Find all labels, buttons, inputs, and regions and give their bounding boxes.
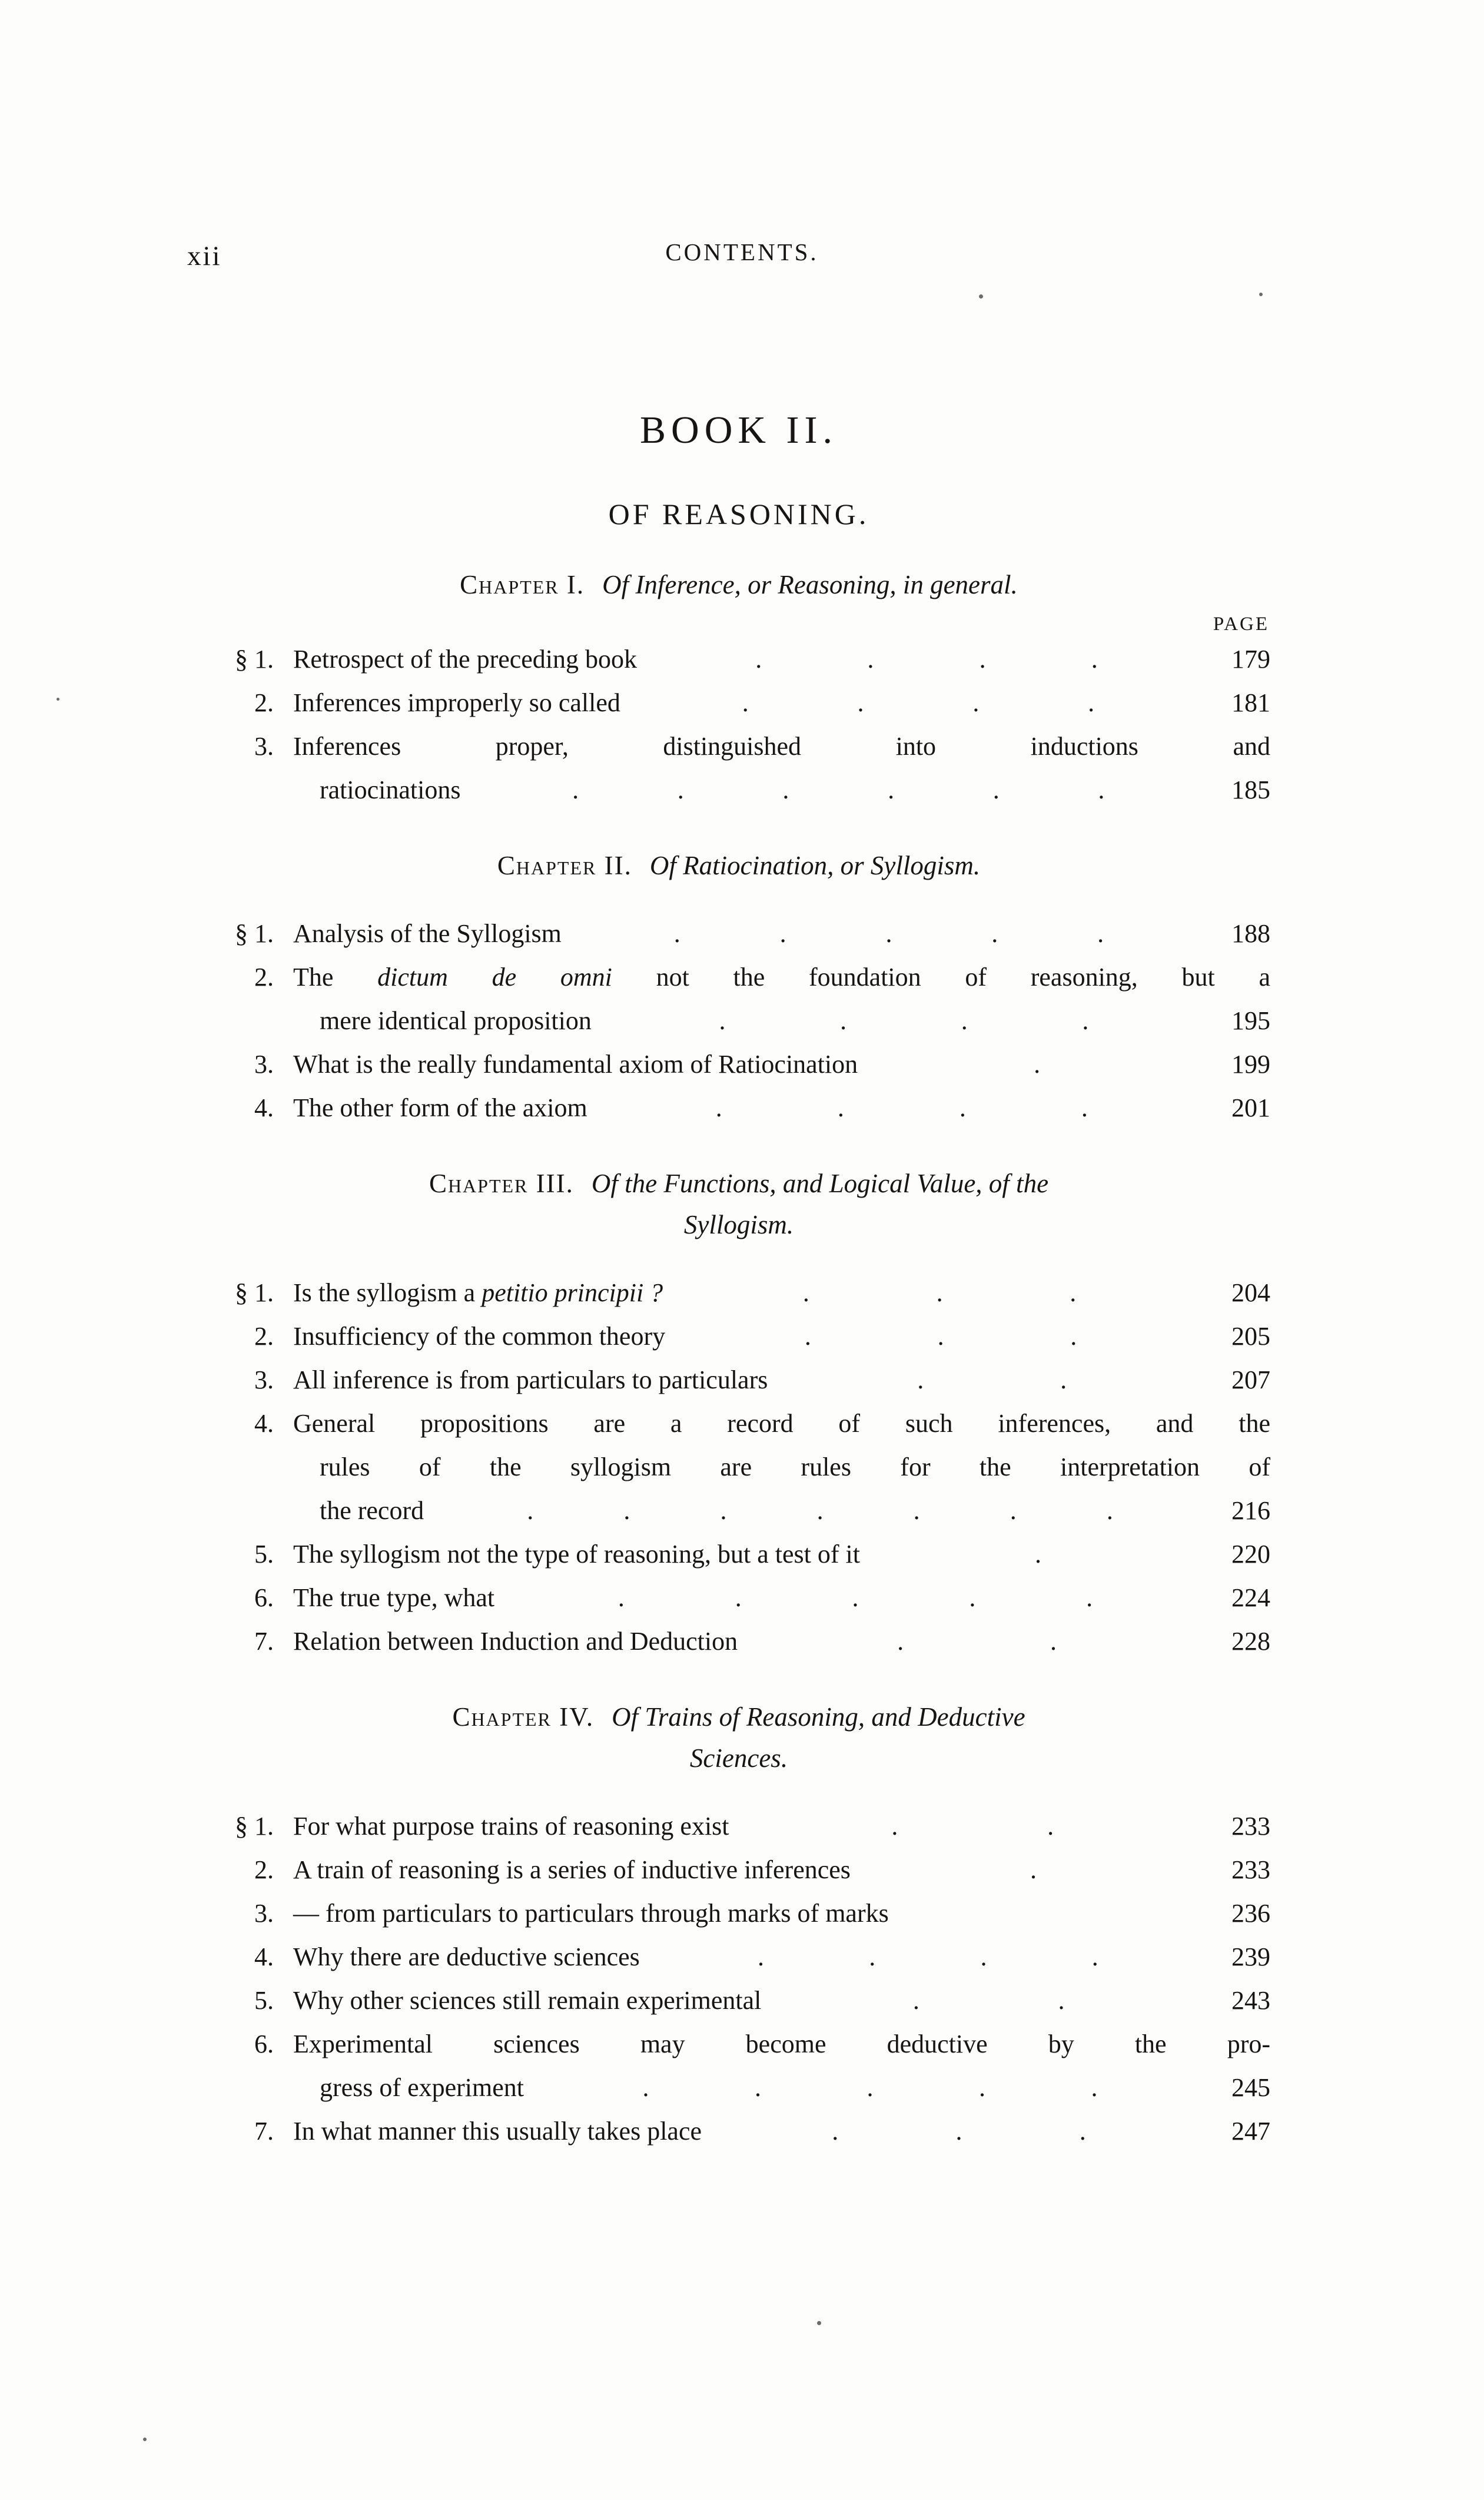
text-run: rules of the syllogism are rules for the interpretation of bbox=[320, 1453, 1270, 1481]
leader-dot: . bbox=[677, 775, 684, 804]
leader-dot: . bbox=[719, 1006, 726, 1035]
entry-text bbox=[293, 1043, 858, 1086]
leader-dots bbox=[665, 1315, 1216, 1358]
leader-dot: . bbox=[1060, 1365, 1067, 1394]
toc-entry-row bbox=[207, 1892, 1270, 1935]
entry-line bbox=[293, 1805, 1270, 1848]
page-number: 243 bbox=[1231, 1986, 1270, 2015]
entry-number: 4. bbox=[254, 1093, 274, 1122]
leader-dots bbox=[461, 768, 1217, 812]
leader-dots bbox=[587, 1086, 1216, 1130]
folio-page-number: xii bbox=[187, 241, 222, 271]
text-run: — from particulars to particulars through marks of marks bbox=[293, 1899, 889, 1928]
leader-dot: . bbox=[1034, 1540, 1041, 1569]
entry-text bbox=[293, 1935, 640, 1979]
entry-number: 2. bbox=[254, 688, 274, 717]
leader-dot: . bbox=[804, 1322, 811, 1351]
toc-entry-row bbox=[207, 956, 1270, 1043]
toc-entry-row bbox=[207, 2110, 1270, 2153]
entry-text bbox=[293, 1892, 889, 1935]
text-run: gress of experiment bbox=[320, 2073, 524, 2102]
page-number: 245 bbox=[1231, 2073, 1270, 2102]
italic-text-run: petitio principii ? bbox=[482, 1278, 663, 1307]
text-run: Is the syllogism a bbox=[293, 1278, 482, 1307]
page-number: 236 bbox=[1231, 1899, 1270, 1928]
text-run: ratiocinations bbox=[320, 775, 461, 804]
leader-dot: . bbox=[1047, 1812, 1054, 1841]
chapter-label: Chapter I. bbox=[460, 570, 585, 599]
text-run: The true type, what bbox=[293, 1583, 495, 1612]
leader-dot: . bbox=[1091, 1942, 1098, 1971]
entry-line bbox=[293, 725, 1270, 768]
leader-dots bbox=[592, 999, 1216, 1043]
page-number: 233 bbox=[1231, 1812, 1270, 1841]
leader-dots bbox=[640, 1935, 1216, 1979]
entry-text bbox=[293, 1805, 729, 1848]
entry-line bbox=[293, 2022, 1270, 2066]
entry-number: § 1. bbox=[235, 1278, 274, 1307]
chapter-label: Chapter II. bbox=[497, 851, 632, 880]
entry-text bbox=[293, 2022, 1270, 2066]
entry-number: § 1. bbox=[235, 645, 274, 674]
entry-text bbox=[320, 768, 461, 812]
leader-dot: . bbox=[1086, 1583, 1093, 1612]
entry-number: 7. bbox=[254, 2117, 274, 2146]
entry-text bbox=[293, 1979, 761, 2022]
entry-lines bbox=[293, 681, 1270, 725]
entry-text bbox=[293, 912, 562, 956]
entry-text bbox=[293, 1620, 738, 1663]
entry-lines bbox=[293, 725, 1270, 812]
leader-dot: . bbox=[1088, 688, 1095, 717]
leader-dot: . bbox=[1098, 775, 1105, 804]
leader-dot: . bbox=[867, 2073, 874, 2102]
entry-lines bbox=[293, 1576, 1270, 1620]
entry-text bbox=[293, 956, 1270, 999]
leader-dot: . bbox=[980, 1942, 987, 1971]
entry-line bbox=[293, 1935, 1270, 1979]
leader-dot: . bbox=[955, 2117, 962, 2146]
entry-line bbox=[293, 1848, 1270, 1892]
chapter-label: Chapter IV. bbox=[452, 1702, 595, 1732]
entry-text bbox=[293, 2110, 702, 2153]
entry-text bbox=[293, 1315, 665, 1358]
entry-text bbox=[293, 1576, 494, 1620]
leader-dot: . bbox=[885, 919, 892, 948]
toc-entry-row bbox=[207, 1402, 1270, 1533]
text-run: Retrospect of the preceding book bbox=[293, 645, 638, 674]
entry-lines bbox=[293, 1358, 1270, 1402]
running-head bbox=[0, 238, 1484, 273]
entry-number: § 1. bbox=[235, 919, 274, 948]
leader-dot: . bbox=[623, 1496, 630, 1525]
entry-number: 7. bbox=[254, 1627, 274, 1656]
text-run: General propositions are a record of such inferences, and the bbox=[293, 1409, 1270, 1438]
entry-text bbox=[293, 1533, 860, 1576]
leader-dot: . bbox=[840, 1006, 847, 1035]
leader-dot: . bbox=[857, 688, 864, 717]
toc-entry-row bbox=[207, 1848, 1270, 1892]
text-run: In what manner this usually takes place bbox=[293, 2117, 702, 2146]
leader-dot: . bbox=[779, 919, 786, 948]
leader-dot: . bbox=[1082, 1006, 1089, 1035]
leader-dot: . bbox=[867, 645, 874, 674]
entry-number: 2. bbox=[254, 1322, 274, 1351]
chapter-heading bbox=[207, 845, 1270, 886]
toc-entry-row bbox=[207, 1086, 1270, 1130]
leader-dot: . bbox=[832, 2117, 839, 2146]
scan-speck bbox=[143, 2438, 147, 2441]
entry-lines bbox=[293, 912, 1270, 956]
text-run: mere identical proposition bbox=[320, 1006, 592, 1035]
entry-line bbox=[293, 1979, 1270, 2022]
entry-number: 4. bbox=[254, 1409, 274, 1438]
entry-lines bbox=[293, 1315, 1270, 1358]
chapter-heading-line bbox=[207, 845, 1270, 886]
entry-line bbox=[293, 1086, 1270, 1130]
leader-dot: . bbox=[1010, 1496, 1017, 1525]
text-run: A train of reasoning is a series of inductive inferences bbox=[293, 1855, 851, 1884]
leader-dots bbox=[637, 638, 1216, 681]
text-run: not the foundation of reasoning, but a bbox=[612, 963, 1271, 992]
entry-number: 5. bbox=[254, 1540, 274, 1569]
book-subtitle: OF REASONING. bbox=[608, 498, 869, 530]
entry-line bbox=[293, 956, 1270, 999]
leader-dot: . bbox=[869, 1942, 876, 1971]
entry-lines bbox=[293, 638, 1270, 681]
scan-speck bbox=[979, 294, 983, 299]
entry-line bbox=[293, 1315, 1270, 1358]
text-run: Experimental sciences may become deductive by the pro- bbox=[293, 2030, 1270, 2058]
page-number: 199 bbox=[1231, 1050, 1270, 1079]
leader-dot: . bbox=[897, 1627, 904, 1656]
scan-speck bbox=[1259, 293, 1263, 296]
entry-line bbox=[293, 912, 1270, 956]
page-number: 188 bbox=[1231, 919, 1270, 948]
leader-dot: . bbox=[673, 919, 680, 948]
text-run: All inference is from particulars to particulars bbox=[293, 1365, 768, 1394]
page-number: 204 bbox=[1231, 1278, 1270, 1307]
entry-line bbox=[293, 1445, 1270, 1489]
leader-dots bbox=[761, 1979, 1216, 2022]
entry-line bbox=[293, 2110, 1270, 2153]
text-run: What is the really fundamental axiom of Ratiocination bbox=[293, 1050, 858, 1079]
italic-text-run: dictum de omni bbox=[377, 963, 612, 992]
leader-dot: . bbox=[959, 1093, 966, 1122]
entry-lines bbox=[293, 1620, 1270, 1663]
toc-entry-row bbox=[207, 1620, 1270, 1663]
page-number: 239 bbox=[1231, 1942, 1270, 1971]
chapter-list bbox=[207, 564, 1270, 2153]
page-number: 233 bbox=[1231, 1855, 1270, 1884]
leader-dot: . bbox=[991, 919, 998, 948]
entry-text bbox=[293, 725, 1270, 768]
leader-dots bbox=[424, 1489, 1216, 1533]
entry-line bbox=[293, 1576, 1270, 1620]
leader-dot: . bbox=[782, 775, 789, 804]
chapter-label: Chapter III. bbox=[429, 1169, 574, 1198]
entry-lines bbox=[293, 1086, 1270, 1130]
leader-dots bbox=[851, 1848, 1216, 1892]
entry-lines bbox=[293, 1533, 1270, 1576]
leader-dot: . bbox=[912, 1986, 919, 2015]
leader-dots bbox=[620, 681, 1216, 725]
leader-dot: . bbox=[888, 775, 895, 804]
leader-dot: . bbox=[617, 1583, 625, 1612]
leader-dot: . bbox=[913, 1496, 920, 1525]
leader-dot: . bbox=[917, 1365, 924, 1394]
leader-dots bbox=[524, 2066, 1216, 2110]
toc-entry-row bbox=[207, 1533, 1270, 1576]
toc-entry-row bbox=[207, 638, 1270, 681]
entry-text bbox=[320, 1445, 1270, 1489]
entry-line bbox=[293, 1533, 1270, 1576]
entry-text bbox=[320, 2066, 524, 2110]
leader-dots bbox=[768, 1358, 1216, 1402]
leader-dot: . bbox=[1106, 1496, 1113, 1525]
leader-dots bbox=[858, 1043, 1216, 1086]
leader-dots bbox=[860, 1533, 1216, 1576]
leader-dot: . bbox=[1034, 1050, 1041, 1079]
text-run: Analysis of the Syllogism bbox=[293, 919, 562, 948]
leader-dots bbox=[729, 1805, 1216, 1848]
entry-lines bbox=[293, 1979, 1270, 2022]
leader-dot: . bbox=[802, 1278, 809, 1307]
toc-entry-row bbox=[207, 1043, 1270, 1086]
text-run: Why other sciences still remain experimental bbox=[293, 1986, 762, 2015]
text-run: For what purpose trains of reasoning exist bbox=[293, 1812, 729, 1841]
toc-entry-row bbox=[207, 1935, 1270, 1979]
entry-lines bbox=[293, 1935, 1270, 1979]
entry-text bbox=[293, 1271, 663, 1315]
leader-dot: . bbox=[852, 1583, 859, 1612]
leader-dot: . bbox=[961, 1006, 968, 1035]
scan-speck bbox=[57, 698, 59, 701]
chapter-heading-line bbox=[207, 1696, 1270, 1738]
entry-lines bbox=[293, 1805, 1270, 1848]
leader-dot: . bbox=[735, 1583, 742, 1612]
chapter-title-line2: Sciences. bbox=[689, 1743, 788, 1773]
toc-entry-row bbox=[207, 912, 1270, 956]
entry-lines bbox=[293, 956, 1270, 1043]
entry-number: 5. bbox=[254, 1986, 274, 2015]
entry-text bbox=[293, 681, 620, 725]
entry-number: 3. bbox=[254, 732, 274, 761]
entry-text bbox=[293, 638, 637, 681]
book-title: BOOK II. bbox=[640, 409, 838, 452]
leader-dot: . bbox=[755, 645, 762, 674]
leader-dot: . bbox=[527, 1496, 534, 1525]
page-number: 185 bbox=[1231, 775, 1270, 804]
chapter-heading-line bbox=[207, 564, 1270, 605]
toc-entry-row bbox=[207, 725, 1270, 812]
text-run: The bbox=[293, 963, 378, 992]
entry-line bbox=[293, 1271, 1270, 1315]
chapter-section bbox=[207, 1163, 1270, 1663]
leader-dot: . bbox=[1079, 2117, 1086, 2146]
text-run: Insufficiency of the common theory bbox=[293, 1322, 666, 1351]
toc-entry-row bbox=[207, 1271, 1270, 1315]
leader-dot: . bbox=[936, 1278, 943, 1307]
toc-entry-row bbox=[207, 1358, 1270, 1402]
leader-dot: . bbox=[742, 688, 749, 717]
chapter-section bbox=[207, 564, 1270, 812]
entry-line bbox=[293, 768, 1270, 812]
entry-text bbox=[293, 1848, 851, 1892]
entry-text bbox=[320, 999, 592, 1043]
chapter-title-line2: Syllogism. bbox=[683, 1210, 794, 1239]
page-column-label: PAGE bbox=[1213, 614, 1269, 635]
page-number: 179 bbox=[1231, 645, 1270, 674]
entry-number: 2. bbox=[254, 1855, 274, 1884]
leader-dot: . bbox=[1091, 2073, 1098, 2102]
text-run: Relation between Induction and Deduction bbox=[293, 1627, 738, 1656]
entry-line bbox=[293, 681, 1270, 725]
leader-dots bbox=[562, 912, 1216, 956]
text-run: The other form of the axiom bbox=[293, 1093, 587, 1122]
leader-dots bbox=[663, 1271, 1216, 1315]
leader-dot: . bbox=[1070, 1322, 1077, 1351]
text-run: Inferences proper, distinguished into inductions and bbox=[293, 732, 1270, 761]
leader-dot: . bbox=[837, 1093, 844, 1122]
entry-line bbox=[293, 1892, 1270, 1935]
entry-number: 6. bbox=[254, 1583, 274, 1612]
entry-line bbox=[293, 1043, 1270, 1086]
leader-dot: . bbox=[715, 1093, 722, 1122]
entry-number: 2. bbox=[254, 963, 274, 992]
leader-dot: . bbox=[891, 1812, 898, 1841]
entry-line bbox=[293, 1358, 1270, 1402]
page-number: 195 bbox=[1231, 1006, 1270, 1035]
toc-entry-row bbox=[207, 2022, 1270, 2110]
leader-dot: . bbox=[1058, 1986, 1065, 2015]
entry-lines bbox=[293, 1892, 1270, 1935]
toc-entry-row bbox=[207, 1805, 1270, 1848]
entry-number: 4. bbox=[254, 1942, 274, 1971]
leader-dot: . bbox=[1030, 1855, 1037, 1884]
running-title: CONTENTS. bbox=[665, 238, 819, 266]
entry-line bbox=[293, 1402, 1270, 1445]
leader-dot: . bbox=[1081, 1093, 1088, 1122]
entry-line bbox=[293, 1620, 1270, 1663]
toc-entry-row bbox=[207, 681, 1270, 725]
text-run: The syllogism not the type of reasoning, but a test of it bbox=[293, 1540, 860, 1569]
leader-dot: . bbox=[979, 645, 986, 674]
leader-dot: . bbox=[972, 688, 980, 717]
leader-dot: . bbox=[969, 1583, 976, 1612]
page-number: 216 bbox=[1231, 1496, 1270, 1525]
page-number: 205 bbox=[1231, 1322, 1270, 1351]
leader-dot: . bbox=[937, 1322, 944, 1351]
leader-dot: . bbox=[1091, 645, 1098, 674]
text-run: Why there are deductive sciences bbox=[293, 1942, 640, 1971]
leader-dot: . bbox=[572, 775, 579, 804]
toc-entry-row bbox=[207, 1315, 1270, 1358]
chapter-heading bbox=[207, 564, 1270, 605]
page-number: 181 bbox=[1231, 688, 1270, 717]
leader-dot: . bbox=[1070, 1278, 1077, 1307]
text-run: Inferences improperly so called bbox=[293, 688, 620, 717]
entry-lines bbox=[293, 1271, 1270, 1315]
entry-text bbox=[293, 1402, 1270, 1445]
chapter-section bbox=[207, 1696, 1270, 2153]
entry-lines bbox=[293, 2110, 1270, 2153]
entry-lines bbox=[293, 2022, 1270, 2110]
leader-dot: . bbox=[642, 2073, 649, 2102]
entry-number: 6. bbox=[254, 2030, 274, 2058]
entry-lines bbox=[293, 1043, 1270, 1086]
entry-lines bbox=[293, 1848, 1270, 1892]
toc-entry-row bbox=[207, 1576, 1270, 1620]
entry-text bbox=[293, 1086, 587, 1130]
leader-dot: . bbox=[755, 2073, 761, 2102]
chapter-section bbox=[207, 845, 1270, 1130]
entry-line bbox=[293, 1489, 1270, 1533]
page-number: 228 bbox=[1231, 1627, 1270, 1656]
entry-number: § 1. bbox=[235, 1812, 274, 1841]
entry-number: 3. bbox=[254, 1899, 274, 1928]
page-number: 224 bbox=[1231, 1583, 1270, 1612]
entry-line bbox=[293, 638, 1270, 681]
scan-speck bbox=[817, 2321, 821, 2325]
page-number: 220 bbox=[1231, 1540, 1270, 1569]
entry-number: 3. bbox=[254, 1365, 274, 1394]
page-number: 201 bbox=[1231, 1093, 1270, 1122]
leader-dot: . bbox=[992, 775, 1000, 804]
leader-dot: . bbox=[979, 2073, 985, 2102]
chapter-heading bbox=[207, 1163, 1270, 1245]
leader-dot: . bbox=[816, 1496, 824, 1525]
chapter-heading bbox=[207, 1696, 1270, 1779]
leader-dot: . bbox=[758, 1942, 765, 1971]
entry-line bbox=[293, 999, 1270, 1043]
chapter-heading-line bbox=[207, 1163, 1270, 1204]
page-number: 207 bbox=[1231, 1365, 1270, 1394]
entry-number: 3. bbox=[254, 1050, 274, 1079]
leader-dot: . bbox=[1050, 1627, 1057, 1656]
chapter-title: Of Ratiocination, or Syllogism. bbox=[649, 851, 981, 880]
leader-dot: . bbox=[1097, 919, 1104, 948]
leader-dots bbox=[702, 2110, 1216, 2153]
chapter-title: Of Inference, or Reasoning, in general. bbox=[602, 570, 1018, 599]
entry-lines bbox=[293, 1402, 1270, 1533]
text-run: the record bbox=[320, 1496, 424, 1525]
leader-dot: . bbox=[720, 1496, 727, 1525]
entry-line bbox=[293, 2066, 1270, 2110]
chapter-title: Of Trains of Reasoning, and Deductive bbox=[612, 1702, 1025, 1732]
page-number: 247 bbox=[1231, 2117, 1270, 2146]
toc-entry-row bbox=[207, 1979, 1270, 2022]
entry-text bbox=[320, 1489, 424, 1533]
leader-dots bbox=[738, 1620, 1216, 1663]
entry-text bbox=[293, 1358, 768, 1402]
contents-column bbox=[207, 411, 1270, 2153]
leader-dots bbox=[494, 1576, 1216, 1620]
chapter-title: Of the Functions, and Logical Value, of the bbox=[591, 1169, 1049, 1198]
